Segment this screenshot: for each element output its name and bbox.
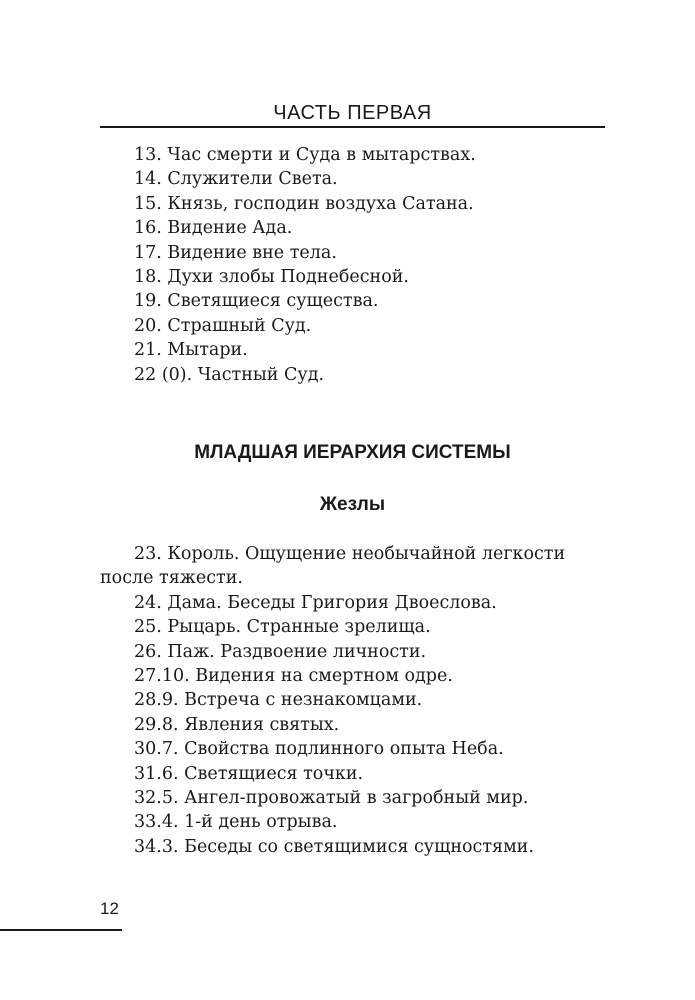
contents-item: 30.7. Свойства подлинного опыта Неба.	[134, 739, 504, 760]
contents-item: 25. Рыцарь. Странные зрелища.	[134, 617, 431, 638]
subsection-title: Жезлы	[319, 494, 386, 515]
contents-item: 33.4. 1-й день отрыва.	[134, 812, 338, 833]
contents-item: 15. Князь, господин воздуха Сатана.	[134, 193, 474, 214]
contents-item: 31.6. Светящиеся точки.	[134, 763, 364, 784]
contents-item: 28.9. Встреча с незнакомцами.	[134, 690, 423, 711]
page-number: 12	[100, 899, 119, 918]
contents-item: 29.8. Явления святых.	[134, 714, 340, 735]
contents-item: 18. Духи злобы Поднебесной.	[134, 267, 409, 288]
contents-item: 16. Видение Ада.	[134, 218, 293, 239]
contents-list-wands	[100, 542, 605, 859]
contents-item: 14. Служители Света.	[134, 169, 338, 190]
contents-item: 32.5. Ангел-провожатый в загробный мир.	[134, 788, 529, 809]
contents-item: 13. Час смерти и Суда в мытарствах.	[134, 145, 476, 165]
contents-item: 19. Светящиеся существа.	[134, 291, 379, 312]
contents-item: 24. Дама. Беседы Григория Двоеслова.	[134, 592, 497, 613]
footer-rule	[0, 929, 122, 931]
contents-item: 26. Паж. Раздвоение личности.	[134, 641, 427, 662]
section-title: МЛАДШАЯ ИЕРАРХИЯ СИСТЕМЫ	[194, 442, 511, 463]
running-title: ЧАСТЬ ПЕРВАЯ	[273, 102, 432, 124]
contents-item: 34.3. Беседы со светящимися сущностями.	[134, 836, 534, 857]
header-rule	[100, 126, 605, 128]
contents-item: 17. Видение вне тела.	[134, 242, 337, 263]
contents-item: 21. Мытари.	[134, 340, 248, 361]
contents-item: 23. Король. Ощущение необычайной легкости после тяжести.	[100, 544, 566, 589]
contents-item: 22 (0). Частный Суд.	[134, 364, 325, 385]
contents-list-part-one	[100, 143, 605, 387]
contents-item: 20. Страшный Суд.	[134, 315, 312, 336]
contents-item: 27.10. Видения на смертном одре.	[134, 666, 453, 687]
